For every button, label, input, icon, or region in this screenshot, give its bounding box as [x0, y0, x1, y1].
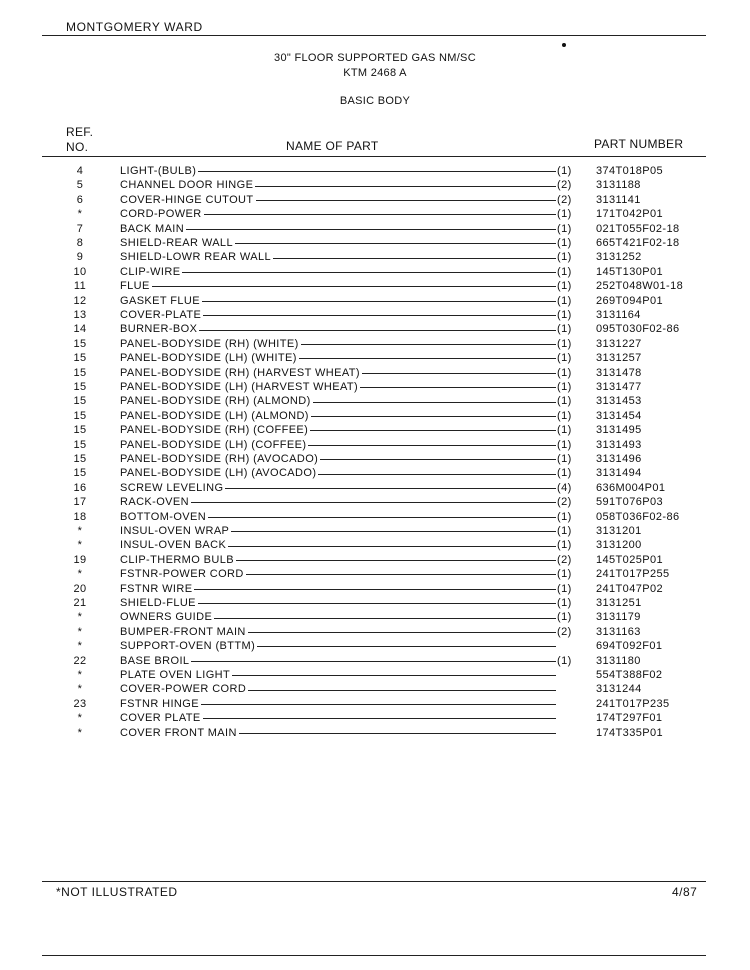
leader-line	[313, 402, 556, 403]
leader-line	[186, 229, 556, 230]
leader-line	[362, 373, 556, 374]
part-name-leader	[120, 279, 556, 293]
table-row	[0, 582, 750, 596]
leader-line	[273, 258, 556, 259]
table-row	[0, 279, 750, 293]
ref-number: *	[77, 640, 83, 653]
ref-number: 15	[73, 438, 87, 451]
part-name-leader	[120, 639, 556, 653]
part-number: 3131252	[596, 251, 642, 264]
part-name: PANEL-BODYSIDE (RH) (AVOCADO)	[120, 453, 319, 465]
part-name-leader	[120, 222, 556, 236]
leader-line	[299, 358, 556, 359]
table-row	[0, 322, 750, 336]
leader-line	[203, 315, 556, 316]
table-row	[0, 394, 750, 408]
part-name-leader	[120, 726, 556, 740]
part-name-leader	[120, 567, 556, 581]
quantity: (1)	[557, 453, 572, 465]
part-number: 3131163	[596, 625, 641, 638]
quantity: (1)	[557, 208, 572, 221]
part-name-leader	[120, 654, 556, 668]
table-row	[0, 654, 750, 668]
model-number: KTM 2468 A	[343, 67, 407, 79]
part-name: PANEL-BODYSIDE (LH) (ALMOND)	[120, 409, 309, 422]
part-number: 3131200	[596, 539, 642, 552]
part-number: 591T076P03	[596, 496, 663, 509]
part-name-leader	[120, 625, 556, 639]
quantity: (1)	[557, 352, 572, 365]
part-name: COVER FRONT MAIN	[120, 726, 237, 739]
ref-number: 12	[73, 294, 87, 307]
part-number: 021T055F02-18	[596, 222, 680, 235]
ref-number: 21	[73, 597, 87, 609]
part-name: OWNERS GUIDE	[120, 611, 213, 624]
table-row	[0, 193, 750, 207]
quantity: (1)	[557, 568, 572, 581]
quantity: (1)	[557, 597, 572, 609]
leader-line	[248, 690, 556, 691]
part-name: BUMPER-FRONT MAIN	[120, 625, 246, 638]
part-number: 3131141	[596, 193, 641, 206]
ref-number: 19	[73, 553, 87, 566]
ref-number: 5	[76, 179, 84, 192]
part-name: INSUL-OVEN BACK	[120, 539, 227, 552]
ref-number: *	[77, 625, 83, 638]
ref-number: 4	[76, 165, 84, 177]
table-row	[0, 366, 750, 380]
footer-note: *NOT ILLUSTRATED	[56, 885, 178, 899]
leader-line	[239, 733, 556, 734]
part-number: 3131164	[596, 309, 641, 321]
quantity: (1)	[557, 409, 572, 422]
part-number: 3131494	[596, 467, 642, 480]
part-number: 3131478	[596, 366, 642, 379]
ref-number: 17	[73, 496, 87, 509]
ref-header-line2: NO.	[66, 140, 89, 154]
header-rule	[42, 35, 706, 36]
ref-header-line1: REF.	[66, 125, 94, 139]
ref-number: *	[77, 525, 83, 537]
part-name: GASKET FLUE	[120, 294, 200, 307]
part-number: 145T130P01	[596, 265, 663, 278]
part-name-leader	[120, 193, 556, 207]
leader-line	[194, 589, 556, 590]
quantity: (2)	[557, 179, 572, 192]
part-number: 374T018P05	[596, 165, 663, 177]
table-row	[0, 553, 750, 567]
part-name: PANEL-BODYSIDE (RH) (ALMOND)	[120, 395, 311, 408]
leader-line	[310, 430, 556, 431]
ref-number: 13	[73, 309, 87, 321]
footer-date: 4/87	[672, 885, 698, 899]
page-mark	[562, 43, 566, 47]
part-name-leader	[120, 265, 556, 279]
part-number: 3131496	[596, 453, 642, 465]
part-name-leader	[120, 711, 556, 725]
ref-number: 15	[73, 337, 87, 350]
ref-number: 15	[73, 381, 87, 393]
table-row	[0, 610, 750, 624]
ref-number: 22	[73, 654, 87, 667]
ref-number: *	[77, 683, 83, 696]
part-number: 3131201	[596, 525, 642, 537]
part-name-leader	[120, 510, 556, 524]
quantity: (1)	[557, 611, 572, 624]
table-row	[0, 164, 750, 178]
part-name-leader	[120, 322, 556, 336]
ref-number: 15	[73, 453, 87, 465]
part-number: 058T036F02-86	[596, 510, 680, 523]
quantity: (1)	[557, 251, 572, 264]
table-row	[0, 711, 750, 725]
part-number: 269T094P01	[596, 294, 663, 307]
leader-line	[208, 517, 556, 518]
document-title: 30" FLOOR SUPPORTED GAS NM/SC	[274, 52, 476, 64]
leader-line	[256, 200, 556, 201]
quantity: (1)	[557, 582, 572, 595]
leader-line	[257, 646, 556, 647]
column-header-rule	[42, 156, 706, 157]
part-number: 3131493	[596, 438, 642, 451]
table-row	[0, 682, 750, 696]
ref-number: 9	[76, 251, 84, 264]
part-number: 3131227	[596, 337, 642, 350]
table-row	[0, 625, 750, 639]
part-number: 3131495	[596, 424, 642, 437]
ref-number: 15	[73, 424, 87, 437]
part-name-leader	[120, 178, 556, 192]
part-number: 3131257	[596, 352, 642, 365]
part-name: FSTNR HINGE	[120, 697, 199, 710]
table-row	[0, 308, 750, 322]
table-row	[0, 495, 750, 509]
quantity: (1)	[557, 467, 572, 480]
leader-line	[320, 459, 556, 460]
leader-line	[360, 387, 556, 388]
ref-number: 14	[73, 323, 87, 336]
part-name: CORD-POWER	[120, 208, 202, 221]
part-name-leader	[120, 337, 556, 351]
ref-number: 18	[73, 510, 87, 523]
part-name-leader	[120, 582, 556, 596]
ref-number: *	[77, 726, 83, 739]
part-name-leader	[120, 668, 556, 682]
part-name: PANEL-BODYSIDE (LH) (HARVEST WHEAT)	[120, 381, 359, 393]
part-name-leader	[120, 466, 556, 480]
leader-line	[225, 488, 556, 489]
part-name: FSTNR-POWER CORD	[120, 568, 244, 581]
leader-line	[235, 243, 556, 244]
part-name-leader	[120, 610, 556, 624]
part-name-leader	[120, 697, 556, 711]
part-name-leader	[120, 524, 556, 538]
part-name-leader	[120, 394, 556, 408]
part-name-leader	[120, 236, 556, 250]
ref-number: 15	[73, 409, 87, 422]
part-name: COVER-HINGE CUTOUT	[120, 193, 254, 206]
table-row	[0, 178, 750, 192]
part-number: 3131179	[596, 611, 641, 624]
part-number: 3131180	[596, 654, 641, 667]
part-number: 241T017P235	[596, 697, 670, 710]
table-row	[0, 452, 750, 466]
ref-number: 6	[76, 193, 84, 206]
quantity: (1)	[557, 424, 572, 437]
part-name-leader	[120, 452, 556, 466]
part-name-leader	[120, 438, 556, 452]
part-name-leader	[120, 481, 556, 495]
quantity: (4)	[557, 481, 572, 494]
leader-line	[198, 603, 556, 604]
part-name: SCREW LEVELING	[120, 481, 224, 494]
part-name: PANEL-BODYSIDE (LH) (COFFEE)	[120, 438, 307, 451]
ref-number: 15	[73, 395, 87, 408]
part-number: 145T025P01	[596, 553, 663, 566]
table-row	[0, 697, 750, 711]
ref-number: *	[77, 568, 83, 581]
part-name: FLUE	[120, 280, 150, 293]
part-name-leader	[120, 380, 556, 394]
part-number: 694T092F01	[596, 640, 663, 653]
brand-name: MONTGOMERY WARD	[66, 20, 203, 34]
table-row	[0, 250, 750, 264]
part-number: 665T421F02-18	[596, 237, 680, 249]
leader-line	[203, 718, 556, 719]
part-name: BOTTOM-OVEN	[120, 510, 207, 523]
part-number: 241T047P02	[596, 582, 663, 595]
part-name: COVER PLATE	[120, 712, 201, 725]
part-number: 3131251	[596, 597, 642, 609]
part-name-leader	[120, 495, 556, 509]
part-name: SUPPORT-OVEN (BTTM)	[120, 640, 256, 653]
ref-number: 7	[76, 222, 84, 235]
quantity: (2)	[557, 625, 572, 638]
footer-rule	[42, 881, 706, 882]
part-number: 3131244	[596, 683, 642, 696]
quantity: (1)	[557, 237, 572, 249]
table-row	[0, 538, 750, 552]
leader-line	[232, 675, 556, 676]
table-row	[0, 351, 750, 365]
ref-number: 15	[73, 467, 87, 480]
table-row	[0, 567, 750, 581]
part-number: 3131188	[596, 179, 641, 192]
leader-line	[182, 272, 556, 273]
leader-line	[198, 171, 556, 172]
part-number: 636M004P01	[596, 481, 666, 494]
quantity: (1)	[557, 323, 572, 336]
part-name-leader	[120, 423, 556, 437]
quantity: (1)	[557, 337, 572, 350]
ref-number: 8	[76, 237, 84, 249]
part-name: LIGHT-(BULB)	[120, 165, 197, 177]
part-name-leader	[120, 538, 556, 552]
section-title: BASIC BODY	[339, 95, 411, 107]
part-number: 252T048W01-18	[596, 280, 684, 293]
part-name: COVER-POWER CORD	[120, 683, 247, 696]
leader-line	[246, 574, 556, 575]
table-row	[0, 409, 750, 423]
table-row	[0, 438, 750, 452]
part-name-leader	[120, 250, 556, 264]
part-name-leader	[120, 294, 556, 308]
part-name: PANEL-BODYSIDE (RH) (WHITE)	[120, 337, 299, 350]
part-name-leader	[120, 351, 556, 365]
leader-line	[236, 560, 556, 561]
part-name: BURNER-BOX	[120, 323, 198, 336]
part-name-leader	[120, 308, 556, 322]
quantity: (1)	[557, 165, 572, 177]
quantity: (1)	[557, 222, 572, 235]
bottom-rule	[42, 955, 706, 956]
quantity: (2)	[557, 553, 572, 566]
quantity: (1)	[557, 395, 572, 408]
part-name: CLIP-WIRE	[120, 265, 181, 278]
leader-line	[202, 301, 556, 302]
part-name: PANEL-BODYSIDE (RH) (COFFEE)	[120, 424, 309, 437]
part-name: CLIP-THERMO BULB	[120, 553, 234, 566]
part-name: PANEL-BODYSIDE (RH) (HARVEST WHEAT)	[120, 366, 360, 379]
part-name-leader	[120, 207, 556, 221]
ref-number: *	[77, 539, 83, 552]
table-row	[0, 668, 750, 682]
quantity: (2)	[557, 496, 572, 509]
leader-line	[204, 214, 556, 215]
quantity: (1)	[557, 265, 572, 278]
table-row	[0, 207, 750, 221]
table-row	[0, 639, 750, 653]
leader-line	[191, 661, 556, 662]
ref-number: 10	[73, 265, 87, 278]
table-row	[0, 524, 750, 538]
leader-line	[191, 502, 556, 503]
part-number: 3131453	[596, 395, 642, 408]
part-name-leader	[120, 409, 556, 423]
part-number: 174T297F01	[596, 712, 663, 725]
leader-line	[199, 330, 556, 331]
quantity: (1)	[557, 366, 572, 379]
leader-line	[318, 474, 556, 475]
table-row	[0, 423, 750, 437]
table-row	[0, 265, 750, 279]
part-name-leader	[120, 164, 556, 178]
quantity: (1)	[557, 654, 572, 667]
table-row	[0, 337, 750, 351]
part-number: 241T017P255	[596, 568, 670, 581]
ref-number: *	[77, 712, 83, 725]
ref-number: *	[77, 669, 83, 681]
table-row	[0, 380, 750, 394]
part-name: PANEL-BODYSIDE (LH) (AVOCADO)	[120, 467, 317, 480]
quantity: (1)	[557, 525, 572, 537]
quantity: (1)	[557, 309, 572, 321]
part-name: COVER-PLATE	[120, 309, 202, 321]
part-name: CHANNEL DOOR HINGE	[120, 179, 254, 192]
part-name-leader	[120, 366, 556, 380]
ref-number: 23	[73, 697, 87, 710]
quantity: (1)	[557, 381, 572, 393]
part-number: 171T042P01	[596, 208, 663, 221]
table-row	[0, 726, 750, 740]
table-row	[0, 236, 750, 250]
part-name-leader	[120, 682, 556, 696]
ref-number: 11	[73, 280, 87, 293]
part-name: SHIELD-REAR WALL	[120, 237, 233, 249]
ref-number: 16	[73, 481, 87, 494]
leader-line	[248, 632, 556, 633]
quantity: (1)	[557, 510, 572, 523]
part-number: 095T030F02-86	[596, 323, 680, 336]
leader-line	[311, 416, 556, 417]
ref-number: 20	[73, 582, 87, 595]
part-name: RACK-OVEN	[120, 496, 189, 509]
table-row	[0, 294, 750, 308]
ref-number: *	[77, 208, 83, 221]
leader-line	[308, 445, 556, 446]
part-number: 554T388F02	[596, 669, 663, 681]
ref-number: 15	[73, 352, 87, 365]
leader-line	[214, 618, 556, 619]
leader-line	[255, 186, 556, 187]
ref-number: 15	[73, 366, 87, 379]
part-number-header: PART NUMBER	[594, 137, 684, 151]
leader-line	[228, 546, 556, 547]
part-name: INSUL-OVEN WRAP	[120, 525, 230, 537]
name-header: NAME OF PART	[286, 139, 379, 153]
table-row	[0, 222, 750, 236]
leader-line	[231, 531, 556, 532]
leader-line	[201, 704, 556, 705]
part-name-leader	[120, 596, 556, 610]
table-row	[0, 510, 750, 524]
table-row	[0, 481, 750, 495]
part-number: 174T335P01	[596, 726, 663, 739]
table-row	[0, 466, 750, 480]
part-name-leader	[120, 553, 556, 567]
part-name: SHIELD-LOWR REAR WALL	[120, 251, 272, 264]
quantity: (2)	[557, 193, 572, 206]
leader-line	[152, 286, 556, 287]
table-row	[0, 596, 750, 610]
quantity: (1)	[557, 280, 572, 293]
quantity: (1)	[557, 438, 572, 451]
part-name: BACK MAIN	[120, 222, 185, 235]
part-name: PANEL-BODYSIDE (LH) (WHITE)	[120, 352, 297, 365]
leader-line	[301, 344, 556, 345]
quantity: (1)	[557, 294, 572, 307]
part-name: SHIELD-FLUE	[120, 597, 196, 609]
ref-number: *	[77, 611, 83, 624]
part-number: 3131477	[596, 381, 642, 393]
part-name: FSTNR WIRE	[120, 582, 193, 595]
part-name: PLATE OVEN LIGHT	[120, 669, 231, 681]
quantity: (1)	[557, 539, 572, 552]
part-name: BASE BROIL	[120, 654, 190, 667]
part-number: 3131454	[596, 409, 642, 422]
